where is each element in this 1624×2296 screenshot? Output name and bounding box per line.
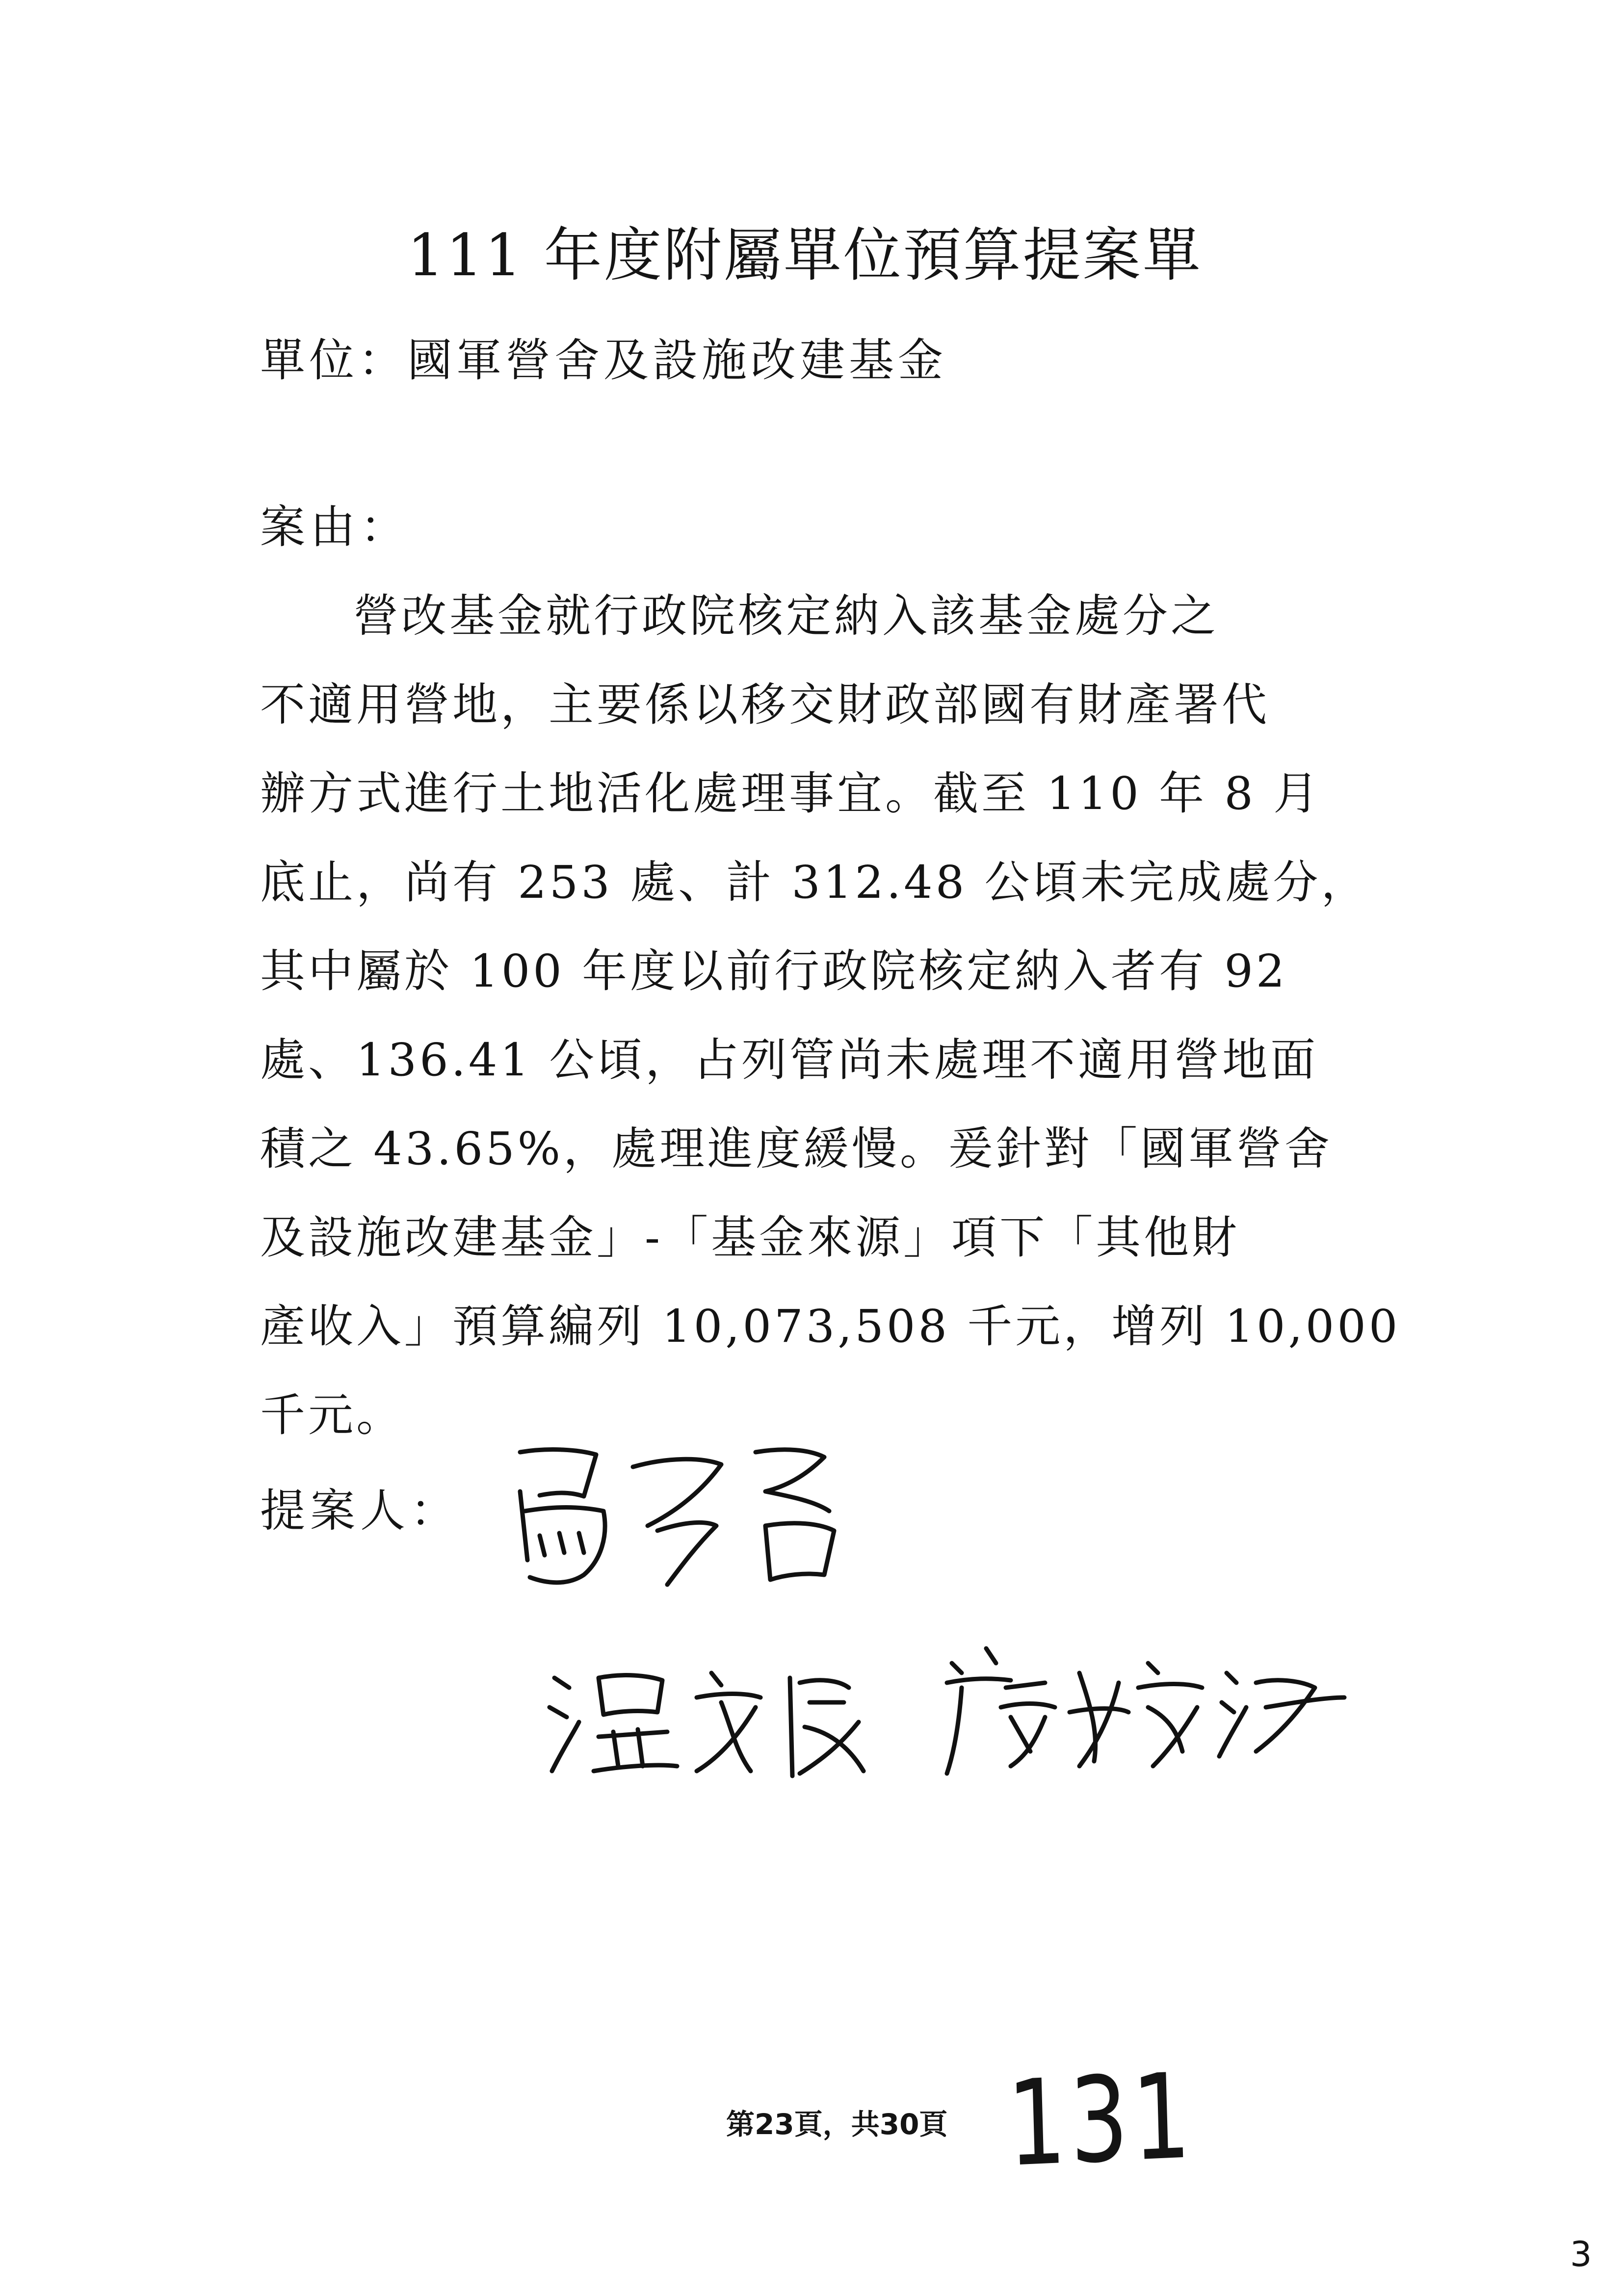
body-line: 處、136.41 公頃，占列管尚未處理不適用營地面 <box>260 1034 1319 1086</box>
document-title: 111 年度附屬單位預算提案單 <box>407 221 1203 289</box>
signature-1 <box>510 1437 854 1599</box>
reason-body <box>260 572 1438 1460</box>
body-line: 底止，尚有 253 處、計 312.48 公頃未完成處分， <box>260 856 1369 909</box>
body-line: 積之 43.65%，處理進度緩慢。爰針對「國軍營舍 <box>260 1122 1333 1175</box>
unit-line: 單位：國軍營舍及設施改建基金 <box>260 334 947 387</box>
body-line: 營改基金就行政院核定納入該基金處分之 <box>353 590 1219 642</box>
body-line: 千元。 <box>260 1389 405 1441</box>
corner-mark: 3 <box>1570 2234 1592 2274</box>
reason-label: 案由： <box>260 501 411 553</box>
handwritten-page-number: 131 <box>1005 2047 1196 2193</box>
body-line: 辦方式進行土地活化處理事宜。截至 110 年 8 月 <box>260 767 1322 820</box>
signature-3 <box>932 1634 1354 1781</box>
proposer-label: 提案人： <box>260 1485 461 1537</box>
body-line: 不適用營地，主要係以移交財政部國有財產署代 <box>260 678 1270 731</box>
page-indicator: 第23頁，共30頁 <box>726 2108 948 2141</box>
signature-2 <box>545 1658 888 1786</box>
body-line: 及設施改建基金」-「基金來源」項下「其他財 <box>260 1211 1240 1264</box>
body-line: 其中屬於 100 年度以前行政院核定納入者有 92 <box>260 945 1288 997</box>
body-line: 產收入」預算編列 10,073,508 千元，增列 10,000 <box>260 1300 1401 1353</box>
